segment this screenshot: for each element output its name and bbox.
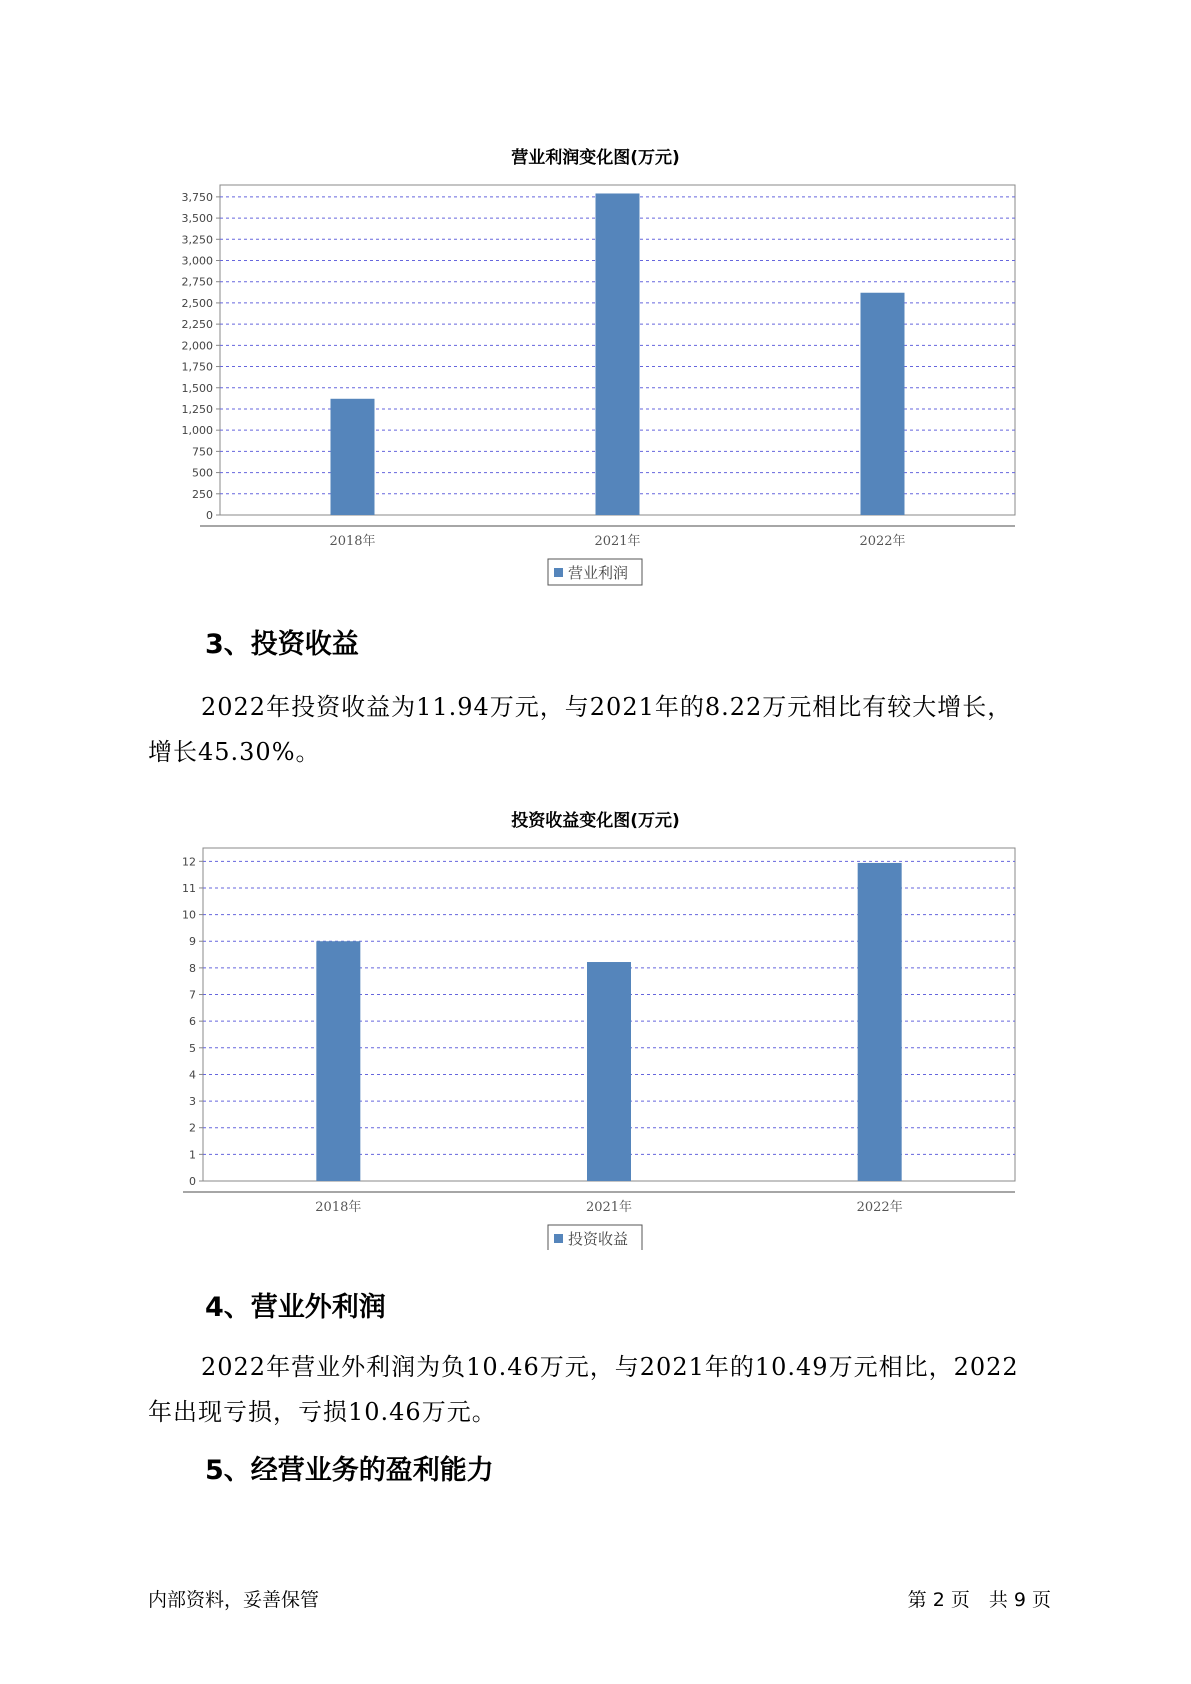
y-tick-label: 3,250 <box>181 233 213 247</box>
y-tick-label: 1,000 <box>181 424 213 438</box>
y-tick-label: 11 <box>182 881 196 895</box>
y-tick-label: 2,250 <box>181 318 213 332</box>
footer-confidential-note: 内部资料，妥善保管 <box>148 1589 320 1611</box>
x-tick-label: 2021年 <box>585 1200 633 1215</box>
y-tick-label: 12 <box>182 855 196 869</box>
section-3-line-1: 2022年投资收益为11.94万元，与2021年的8.22万元相比有较大增长， <box>201 693 1013 721</box>
section-3-line-2: 增长45.30%。 <box>148 738 321 766</box>
y-tick-label: 3,750 <box>181 190 213 204</box>
x-tick-label: 2021年 <box>594 534 641 549</box>
y-tick-label: 3,000 <box>181 254 213 268</box>
legend-swatch <box>554 568 563 577</box>
y-tick-label: 10 <box>182 908 196 922</box>
y-tick-label: 1,500 <box>181 381 213 395</box>
legend-label: 营业利润 <box>568 564 629 582</box>
y-tick-label: 2,000 <box>181 339 213 353</box>
operating-profit-chart <box>0 170 1191 610</box>
section-5-heading: 5、经营业务的盈利能力 <box>205 1455 494 1486</box>
x-tick-label: 2022年 <box>856 1200 903 1215</box>
bar-2021年 <box>596 193 640 515</box>
x-tick-label: 2022年 <box>859 534 906 549</box>
y-tick-label: 750 <box>192 445 213 459</box>
section-4-heading: 4、营业外利润 <box>205 1292 386 1323</box>
x-tick-label: 2018年 <box>315 1200 362 1215</box>
section-3-paragraph <box>148 685 1048 775</box>
chart-title-operating-profit: 营业利润变化图(万元) <box>511 148 680 168</box>
bar-2022年 <box>861 293 905 515</box>
section-3-heading: 3、投资收益 <box>205 629 359 660</box>
y-tick-label: 500 <box>192 466 213 480</box>
y-tick-label: 7 <box>189 988 196 1002</box>
bar-2018年 <box>331 399 375 515</box>
y-tick-label: 250 <box>192 487 213 501</box>
investment-income-chart <box>0 830 1191 1250</box>
y-tick-label: 0 <box>189 1175 196 1188</box>
y-tick-label: 3,500 <box>181 212 213 226</box>
bar-2022年 <box>858 863 902 1181</box>
y-tick-label: 1 <box>189 1148 196 1162</box>
y-tick-label: 2,750 <box>181 275 213 289</box>
chart-title-investment-income: 投资收益变化图(万元) <box>511 811 680 831</box>
section-4-line-2: 年出现亏损，亏损10.46万元。 <box>148 1398 497 1426</box>
y-tick-label: 6 <box>189 1015 196 1029</box>
y-tick-label: 8 <box>189 961 196 975</box>
bar-2018年 <box>316 941 360 1181</box>
section-4-line-1: 2022年营业外利润为负10.46万元，与2021年的10.49万元相比，2022 <box>201 1353 1019 1381</box>
section-4-paragraph <box>148 1345 1048 1435</box>
y-tick-label: 2 <box>189 1121 196 1135</box>
bar-2021年 <box>587 962 631 1181</box>
y-tick-label: 5 <box>189 1041 196 1055</box>
x-tick-label: 2018年 <box>329 534 376 549</box>
y-tick-label: 1,750 <box>181 360 213 374</box>
y-tick-label: 1,250 <box>181 402 213 416</box>
y-tick-label: 9 <box>189 935 196 949</box>
legend-label: 投资收益 <box>568 1230 629 1248</box>
footer-page-number: 第 2 页 共 9 页 <box>907 1589 1051 1611</box>
y-tick-label: 0 <box>206 509 213 522</box>
y-tick-label: 3 <box>189 1095 196 1109</box>
y-tick-label: 4 <box>189 1068 196 1082</box>
y-tick-label: 2,500 <box>181 296 213 310</box>
legend-swatch <box>554 1234 563 1243</box>
